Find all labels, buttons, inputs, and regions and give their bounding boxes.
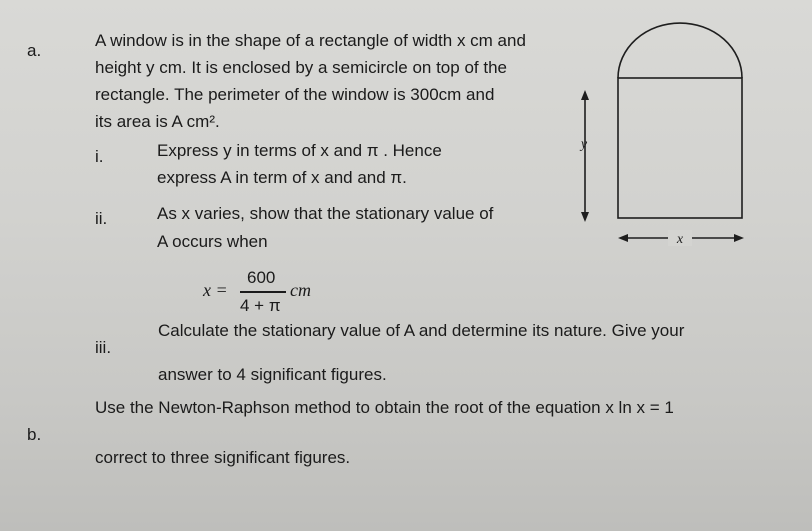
window-rectangle xyxy=(618,78,742,218)
window-diagram xyxy=(560,20,760,255)
sub-ii-line-2: A occurs when xyxy=(157,232,268,251)
part-a-line-4: its area is A cm². xyxy=(95,112,220,131)
part-b-line-2: correct to three significant figures. xyxy=(95,448,351,467)
sub-iii-line-2: answer to 4 significant figures. xyxy=(158,365,387,384)
sub-iii-line-1: Calculate the stationary value of A and determine its nature. Give your xyxy=(158,321,685,340)
sub-ii-line-1: As x varies, show that the stationary value of xyxy=(157,204,494,223)
equation-denominator: 4 + π xyxy=(240,296,281,315)
equation-lhs: x = xyxy=(203,280,228,300)
equation-unit: cm xyxy=(290,280,311,300)
sub-i-label: i. xyxy=(95,147,104,166)
sub-iii-label: iii. xyxy=(95,338,112,357)
sub-ii-label: ii. xyxy=(95,209,108,228)
part-b-line-1: Use the Newton-Raphson method to obtain the root of the equation x ln x = 1 xyxy=(95,398,674,417)
width-label: x xyxy=(676,232,684,247)
part-a-line-1: A window is in the shape of a rectangle of width x cm and xyxy=(95,31,526,50)
height-arrow-head-bottom xyxy=(581,212,589,222)
width-arrow-head-right xyxy=(734,234,744,242)
height-arrow-head-top xyxy=(581,90,589,100)
window-semicircle xyxy=(618,23,742,78)
part-b-label: b. xyxy=(27,425,42,444)
height-label: y xyxy=(580,137,588,152)
part-a-label: a. xyxy=(27,41,42,60)
sub-i-line-1: Express y in terms of x and π . Hence xyxy=(157,141,442,160)
part-a-line-2: height y cm. It is enclosed by a semicircle on top of the xyxy=(95,58,507,77)
part-a-line-3: rectangle. The perimeter of the window is 300cm and xyxy=(95,85,495,104)
width-arrow-head-left xyxy=(618,234,628,242)
equation-numerator: 600 xyxy=(247,268,276,287)
sub-i-line-2: express A in term of x and and π. xyxy=(157,168,407,187)
fraction-bar xyxy=(240,291,286,293)
